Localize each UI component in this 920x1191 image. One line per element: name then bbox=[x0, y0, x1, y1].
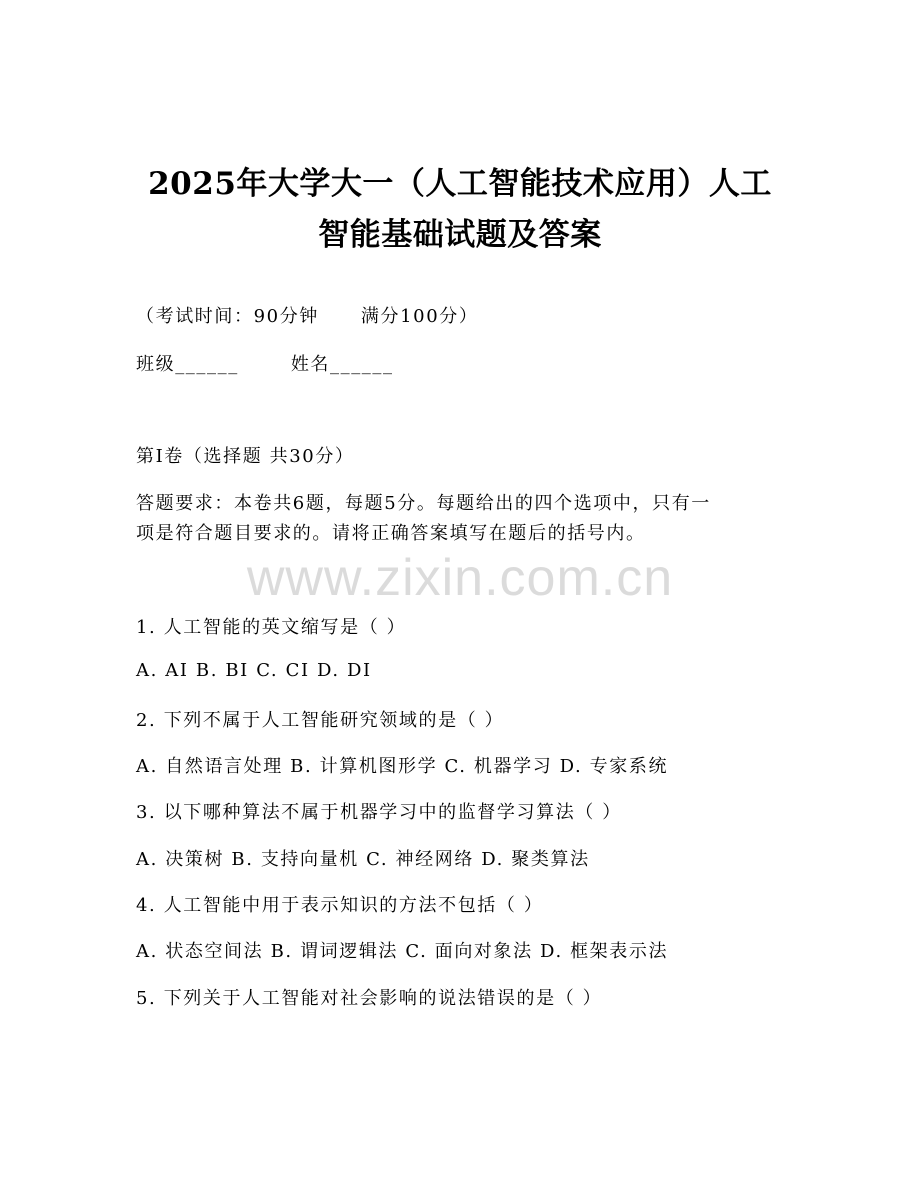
question-4-options: A. 状态空间法 B. 谓词逻辑法 C. 面向对象法 D. 框架表示法 bbox=[136, 941, 669, 962]
question-5-stem: 5. 下列关于人工智能对社会影响的说法错误的是（ ） bbox=[136, 988, 603, 1009]
instructions-line-2: 项是符合题目要求的。请将正确答案填写在题后的括号内。 bbox=[136, 523, 646, 544]
question-2-stem: 2. 下列不属于人工智能研究领域的是（ ） bbox=[136, 710, 505, 731]
exam-info bbox=[136, 302, 478, 328]
document-title-line-1: 2025年大学大一（人工智能技术应用）人工 bbox=[148, 166, 772, 202]
question-1-options: A. AI B. BI C. CI D. DI bbox=[136, 660, 372, 681]
exam-time: （考试时间：90分钟 bbox=[136, 306, 319, 327]
class-field: 班级______ bbox=[136, 354, 239, 375]
question-1-stem: 1. 人工智能的英文缩写是（ ） bbox=[136, 617, 407, 638]
student-info bbox=[136, 350, 394, 376]
document-title-line-2: 智能基础试题及答案 bbox=[318, 217, 602, 253]
watermark: www.zixin.com.cn bbox=[246, 549, 674, 607]
section-heading: 第I卷（选择题 共30分） bbox=[136, 446, 355, 467]
name-field: 姓名______ bbox=[290, 354, 394, 375]
question-3-stem: 3. 以下哪种算法不属于机器学习中的监督学习算法（ ） bbox=[136, 802, 622, 823]
exam-full-score: 满分100分） bbox=[360, 306, 479, 327]
question-2-options: A. 自然语言处理 B. 计算机图形学 C. 机器学习 D. 专家系统 bbox=[136, 756, 669, 777]
instructions-line-1: 答题要求：本卷共6题，每题5分。每题给出的四个选项中，只有一 bbox=[136, 493, 711, 514]
question-4-stem: 4. 人工智能中用于表示知识的方法不包括（ ） bbox=[136, 895, 544, 916]
question-3-options: A. 决策树 B. 支持向量机 C. 神经网络 D. 聚类算法 bbox=[136, 849, 590, 870]
